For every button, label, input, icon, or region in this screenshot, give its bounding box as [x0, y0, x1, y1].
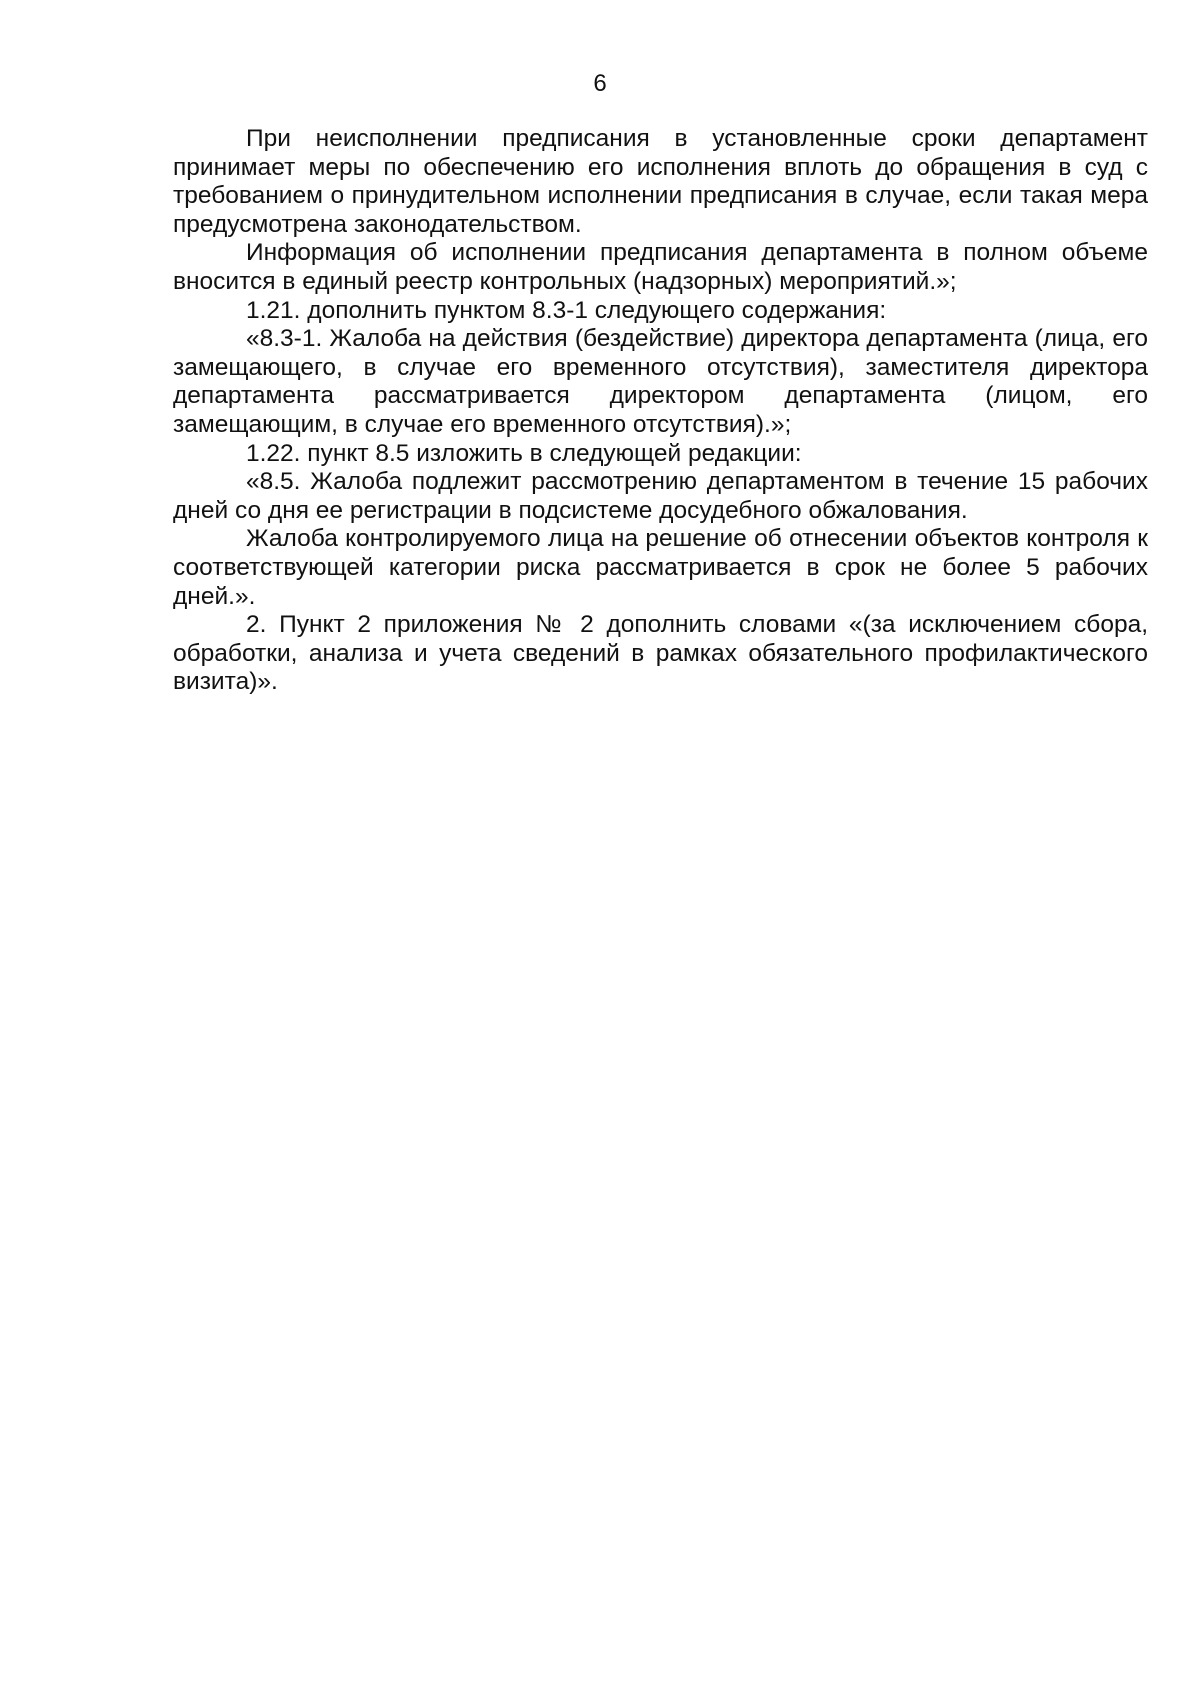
paragraph-complaint-risk-category: Жалоба контролируемого лица на решение об отнесении объектов контроля к соответствующей категории риска рассматривается в срок не более 5 рабочих дней.». — [173, 525, 1148, 610]
document-body — [173, 125, 1148, 697]
page-number: 6 — [593, 70, 607, 97]
paragraph-amendment-1-21: 1.21. дополнить пунктом 8.3-1 следующего содержания: — [246, 296, 887, 324]
paragraph-amendment-1-22: 1.22. пункт 8.5 изложить в следующей редакции: — [246, 439, 802, 467]
paragraph-clause-8-3-1: «8.3-1. Жалоба на действия (бездействие) директора департамента (лица, его замещающего, в случае его временного отсутствия), заместителя директора департамента рассматривается директором департамента (лицом, его замещающим, в случае его временного отсутствия).»; — [173, 325, 1148, 438]
paragraph-registry-info: Информация об исполнении предписания департамента в полном объеме вносится в единый реестр контрольных (надзорных) мероприятий.»; — [173, 239, 1148, 295]
paragraph-clause-8-5: «8.5. Жалоба подлежит рассмотрению департаментом в течение 15 рабочих дней со дня ее регистрации в подсистеме досудебного обжалования. — [173, 468, 1148, 524]
paragraph-prescription-enforcement: При неисполнении предписания в установленные сроки департамент принимает меры по обеспечению его исполнения вплоть до обращения в суд с требованием о принудительном исполнении предписания в случае, если такая мера предусмотрена законодательством. — [173, 125, 1148, 238]
paragraph-amendment-2: 2. Пункт 2 приложения № 2 дополнить словами «(за исключением сбора, обработки, анализа и учета сведений в рамках обязательного профилактического визита)». — [173, 611, 1148, 696]
